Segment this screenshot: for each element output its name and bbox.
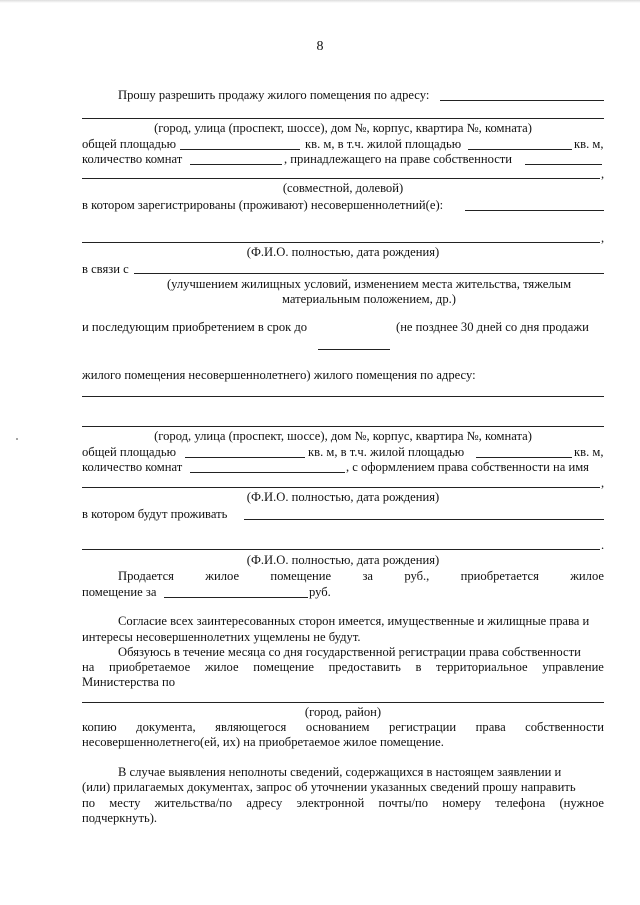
residents-blank[interactable] bbox=[244, 519, 604, 520]
rub-label: руб. bbox=[309, 585, 331, 599]
final-word: номеру bbox=[442, 796, 482, 810]
sale-word: жилое bbox=[205, 569, 240, 583]
copy-word: основанием bbox=[305, 720, 370, 734]
final-line-1: В случае выявления неполноты сведений, содержащихся в настоящем заявлении и bbox=[118, 765, 562, 779]
minor-address-label: жилого помещения несовершеннолетнего) жилого помещения по адресу: bbox=[82, 368, 476, 382]
ownership-blank[interactable] bbox=[525, 164, 602, 165]
minor-blank[interactable] bbox=[465, 210, 604, 211]
rooms-label-2: количество комнат bbox=[82, 460, 183, 474]
scan-top-edge bbox=[0, 0, 640, 3]
living-area-blank[interactable] bbox=[468, 149, 572, 150]
final-word: жительства/по bbox=[154, 796, 233, 810]
oblige-word: помещение bbox=[253, 660, 314, 674]
copy-line-2: несовершеннолетнего(ей, их) на приобретаемое жилое помещение. bbox=[82, 735, 444, 749]
deadline-label: (не позднее 30 дней со дня продажи bbox=[396, 320, 589, 334]
sale-word: помещение bbox=[270, 569, 332, 583]
area-general-blank[interactable] bbox=[180, 149, 300, 150]
sale-word: за bbox=[362, 569, 374, 583]
rooms-blank[interactable] bbox=[190, 164, 282, 165]
share-hint: (совместной, долевой) bbox=[282, 181, 404, 195]
period: . bbox=[601, 538, 605, 552]
oblige-line-3: Министерства по bbox=[82, 675, 176, 689]
area-general-label: общей площадью bbox=[82, 137, 177, 151]
fio-hint: (Ф.И.О. полностью, дата рождения) bbox=[246, 245, 440, 259]
deadline-blank[interactable] bbox=[318, 349, 390, 350]
rooms-blank-2[interactable] bbox=[190, 472, 345, 473]
consent-line-1: Согласие всех заинтересованных сторон имеется, имущественные и жилищные права и bbox=[118, 614, 590, 628]
ownership-blank-full[interactable] bbox=[82, 178, 600, 179]
page-number: 8 bbox=[316, 39, 324, 54]
oblige-word: на bbox=[82, 660, 95, 674]
minor-blank-full[interactable] bbox=[82, 242, 600, 243]
final-line-2: (или) прилагаемых документах, запрос об уточнении указанных сведений прошу направить bbox=[82, 780, 576, 794]
final-word: почты/по bbox=[378, 796, 429, 810]
final-line-3 bbox=[82, 796, 604, 810]
address-hint: (город, улица (проспект, шоссе), дом №, корпус, квартира №, комната) bbox=[154, 121, 532, 135]
area-mid-label: кв. м, в т.ч. жилой площадью bbox=[305, 137, 462, 151]
sale-word: приобретается bbox=[460, 569, 539, 583]
copy-word: права bbox=[475, 720, 506, 734]
will-live-label: в котором будут проживать bbox=[82, 507, 228, 521]
final-word: месту bbox=[109, 796, 141, 810]
reason-hint-2: материальным положением, др.) bbox=[282, 292, 456, 306]
final-word: телефона bbox=[495, 796, 546, 810]
living-area-blank-2[interactable] bbox=[476, 457, 572, 458]
address-blank-full[interactable] bbox=[82, 118, 604, 119]
new-address-blank-2[interactable] bbox=[82, 426, 604, 427]
comma: , bbox=[601, 476, 605, 490]
rooms-label: количество комнат bbox=[82, 152, 183, 166]
rooms-reg-tail: , с оформлением права собственности на имя bbox=[346, 460, 589, 474]
reason-blank[interactable] bbox=[134, 273, 604, 274]
reason-hint-1: (улучшением жилищных условий, изменением места жительства, тяжелым bbox=[166, 277, 572, 291]
address-blank[interactable] bbox=[440, 100, 604, 101]
oblige-line-2 bbox=[82, 660, 604, 674]
consent-line-2: интересы несовершеннолетних ущемлены не будут. bbox=[82, 630, 361, 644]
oblige-line-1: Обязуюсь в течение месяца со дня государственной регистрации права собственности bbox=[118, 645, 581, 659]
comma: , bbox=[601, 167, 605, 181]
copy-word: регистрации bbox=[389, 720, 457, 734]
fio-hint-2: (Ф.И.О. полностью, дата рождения) bbox=[246, 490, 440, 504]
final-word: адресу bbox=[246, 796, 283, 810]
due-label: в связи с bbox=[82, 262, 129, 276]
city-blank[interactable] bbox=[82, 702, 604, 703]
area-end-label-2: кв. м, bbox=[574, 445, 604, 459]
city-hint: (город, район) bbox=[304, 705, 382, 719]
area-end-label: кв. м, bbox=[574, 137, 604, 151]
area-general-label-2: общей площадью bbox=[82, 445, 177, 459]
comma: , bbox=[601, 231, 605, 245]
copy-line-1 bbox=[82, 720, 604, 734]
area-general-blank-2[interactable] bbox=[185, 457, 305, 458]
fio-hint-3: (Ф.И.О. полностью, дата рождения) bbox=[246, 553, 440, 567]
purchase-price-blank[interactable] bbox=[164, 597, 308, 598]
copy-word: являющегося bbox=[215, 720, 287, 734]
sale-line bbox=[118, 569, 604, 583]
oblige-word: жилое bbox=[204, 660, 239, 674]
final-word: по bbox=[82, 796, 96, 810]
bought-for-label: помещение за bbox=[82, 585, 157, 599]
oblige-word: предоставить bbox=[328, 660, 401, 674]
sale-word: жилое bbox=[570, 569, 604, 583]
address-hint-2: (город, улица (проспект, шоссе), дом №, корпус, квартира №, комната) bbox=[154, 429, 532, 443]
final-line-4: подчеркнуть). bbox=[82, 811, 158, 825]
final-word: (нужное bbox=[559, 796, 604, 810]
acquire-label: и последующим приобретением в срок до bbox=[82, 320, 308, 334]
registered-label: в котором зарегистрированы (проживают) несовершеннолетний(е): bbox=[82, 198, 444, 212]
final-word: электронной bbox=[296, 796, 365, 810]
new-address-blank[interactable] bbox=[82, 396, 604, 397]
sale-word: руб., bbox=[404, 569, 430, 583]
oblige-word: приобретаемое bbox=[108, 660, 191, 674]
oblige-word: в bbox=[415, 660, 422, 674]
request-line: Прошу разрешить продажу жилого помещения по адресу: bbox=[118, 88, 430, 102]
oblige-word: территориальное bbox=[436, 660, 528, 674]
scan-speck bbox=[16, 438, 18, 440]
sale-word: Продается bbox=[118, 569, 174, 583]
copy-word: документа, bbox=[136, 720, 196, 734]
copy-word: копию bbox=[82, 720, 117, 734]
copy-word: собственности bbox=[525, 720, 604, 734]
oblige-word: управление bbox=[542, 660, 604, 674]
area-mid-label-2: кв. м, в т.ч. жилой площадью bbox=[308, 445, 465, 459]
residents-blank-full[interactable] bbox=[82, 549, 600, 550]
owned-label: , принадлежащего на праве собственности bbox=[284, 152, 513, 166]
owner-blank[interactable] bbox=[82, 487, 600, 488]
